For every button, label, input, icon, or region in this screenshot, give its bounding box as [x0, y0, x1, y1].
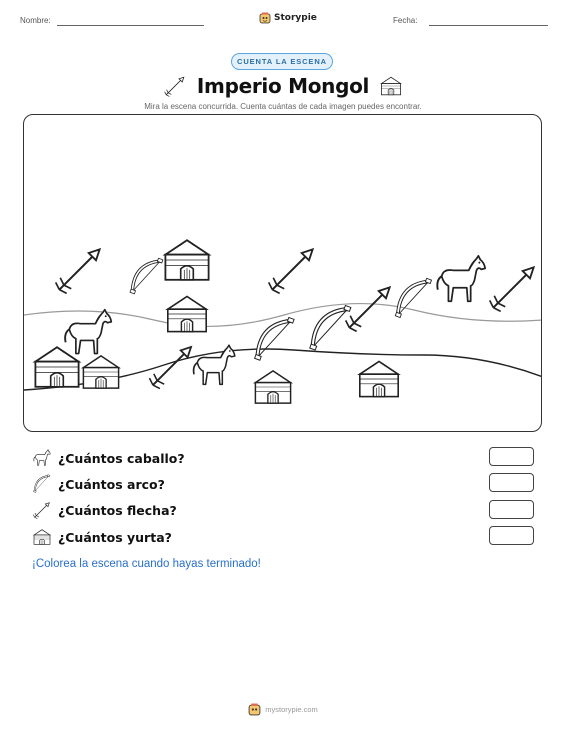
horse-icon — [194, 345, 235, 384]
date-field[interactable] — [429, 25, 548, 26]
name-label: Nombre: — [20, 16, 51, 25]
bow-icon — [310, 306, 351, 351]
title-row — [0, 70, 566, 102]
question-bow — [32, 473, 165, 495]
yurt-icon — [255, 371, 290, 403]
arrow-icon — [163, 74, 187, 98]
arrow-icon — [346, 287, 390, 331]
question-label: ¿Cuántos arco? — [58, 476, 165, 492]
bow-icon — [130, 258, 163, 294]
activity-badge: CUENTA LA ESCENA — [231, 53, 333, 70]
footer-url[interactable]: mystorypie.com — [265, 705, 318, 714]
horse-icon — [32, 448, 52, 468]
arrow-icon — [32, 500, 52, 520]
answer-box-horse[interactable] — [489, 447, 534, 466]
yurt-icon — [379, 74, 403, 98]
coloring-note: ¡Colorea la escena cuando hayas terminado! — [32, 558, 261, 570]
question-label: ¿Cuántos flecha? — [58, 502, 177, 518]
page-title: Imperio Mongol — [196, 74, 370, 98]
question-label: ¿Cuántos caballo? — [58, 450, 185, 466]
horse-icon — [437, 256, 485, 301]
yurt-icon — [83, 356, 118, 388]
yurt-icon — [35, 347, 78, 387]
yurt-icon — [360, 361, 398, 396]
yurt-icon — [165, 240, 208, 280]
bow-icon — [32, 474, 52, 494]
counting-scene — [23, 114, 542, 432]
scene-drawing — [24, 115, 542, 432]
bow-icon — [255, 317, 294, 360]
date-label: Fecha: — [393, 16, 418, 25]
storypie-logo-icon — [259, 12, 271, 24]
storypie-logo-icon — [248, 703, 261, 716]
answer-box-arrow[interactable] — [489, 500, 534, 519]
question-label: ¿Cuántos yurta? — [58, 529, 172, 545]
yurt-icon — [32, 527, 52, 547]
horse-icon — [65, 310, 111, 354]
arrow-icon — [56, 249, 100, 293]
name-field[interactable] — [57, 25, 204, 26]
answer-box-bow[interactable] — [489, 473, 534, 492]
question-horse — [32, 447, 185, 469]
answer-box-yurt[interactable] — [489, 526, 534, 545]
arrow-icon — [490, 267, 534, 311]
bow-icon — [395, 278, 431, 317]
question-yurt — [32, 526, 172, 548]
storypie-logo — [259, 12, 317, 24]
instructions: Mira la escena concurrida. Cuenta cuántas de cada imagen puedes encontrar. — [144, 102, 422, 111]
brand-name: Storypie — [274, 13, 317, 23]
question-arrow — [32, 499, 177, 521]
yurt-icon — [168, 296, 206, 331]
arrow-icon — [269, 249, 313, 293]
footer — [0, 703, 566, 716]
